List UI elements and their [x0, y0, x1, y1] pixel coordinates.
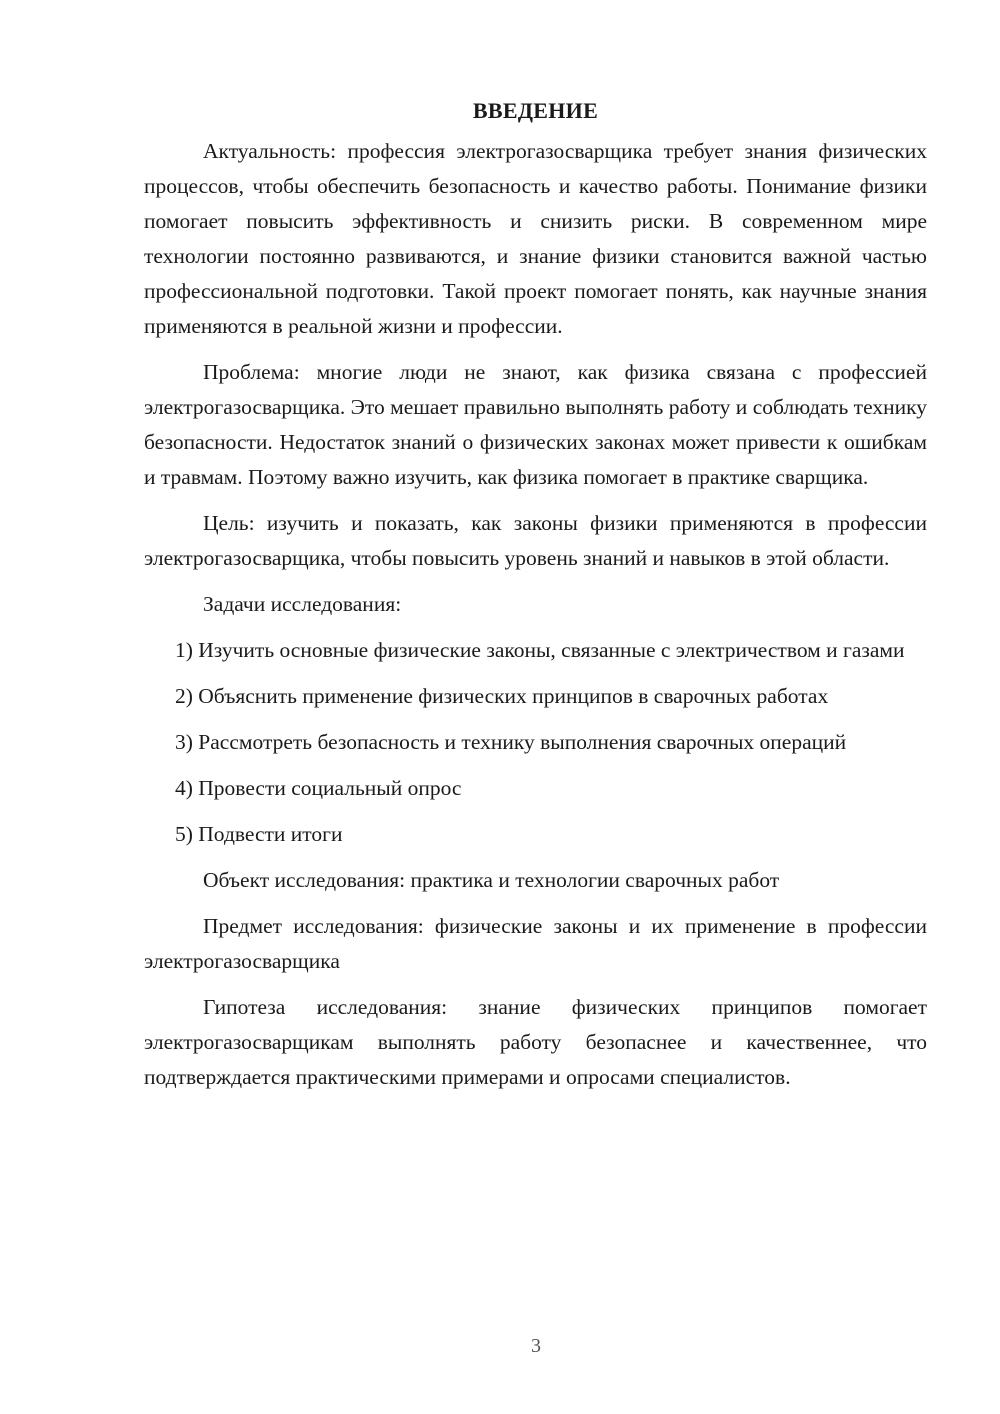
problem-paragraph: Проблема: многие люди не знают, как физика связана с профессией электрогазосварщика. Это мешает правильно выполнять работу и соблюдать технику безопасности. Недостаток знаний о физических законах может привести к ошибкам и травмам. Поэтому важно изучить, как физика помогает в практике сварщика. — [144, 360, 927, 489]
task-item-1: 1) Изучить основные физические законы, связанные с электричеством и газами — [175, 638, 905, 662]
section-title: ВВЕДЕНИЕ — [472, 98, 599, 123]
subject-paragraph: Предмет исследования: физические законы и их применение в профессии электрогазосварщика — [144, 914, 927, 973]
goal-paragraph: Цель: изучить и показать, как законы физики применяются в профессии электрогазосварщика, чтобы повысить уровень знаний и навыков в этой области. — [144, 511, 927, 570]
task-item-4: 4) Провести социальный опрос — [175, 776, 462, 800]
document-body — [144, 96, 927, 1106]
task-item-5: 5) Подвести итоги — [175, 822, 343, 846]
relevance-paragraph: Актуальность: профессия электрогазосварщика требует знания физических процессов, чтобы обеспечить безопасность и качество работы. Понимание физики помогает повысить эффективность и снизить риски. В современном мире технологии постоянно развиваются, и знание физики становится важной частью профессиональной подготовки. Такой проект помогает понять, как научные знания применяются в реальной жизни и профессии. — [144, 139, 927, 338]
object-paragraph: Объект исследования: практика и технологии сварочных работ — [203, 868, 780, 892]
task-item-3: 3) Рассмотреть безопасность и технику выполнения сварочных операций — [175, 730, 847, 754]
tasks-heading: Задачи исследования: — [203, 592, 402, 616]
task-item-2: 2) Объяснить применение физических принципов в сварочных работах — [175, 684, 829, 708]
page-number: 3 — [531, 1335, 541, 1357]
hypothesis-paragraph: Гипотеза исследования: знание физических принципов помогает электрогазосварщикам выполнять работу безопаснее и качественнее, что подтверждается практическими примерами и опросами специалистов. — [144, 995, 927, 1089]
